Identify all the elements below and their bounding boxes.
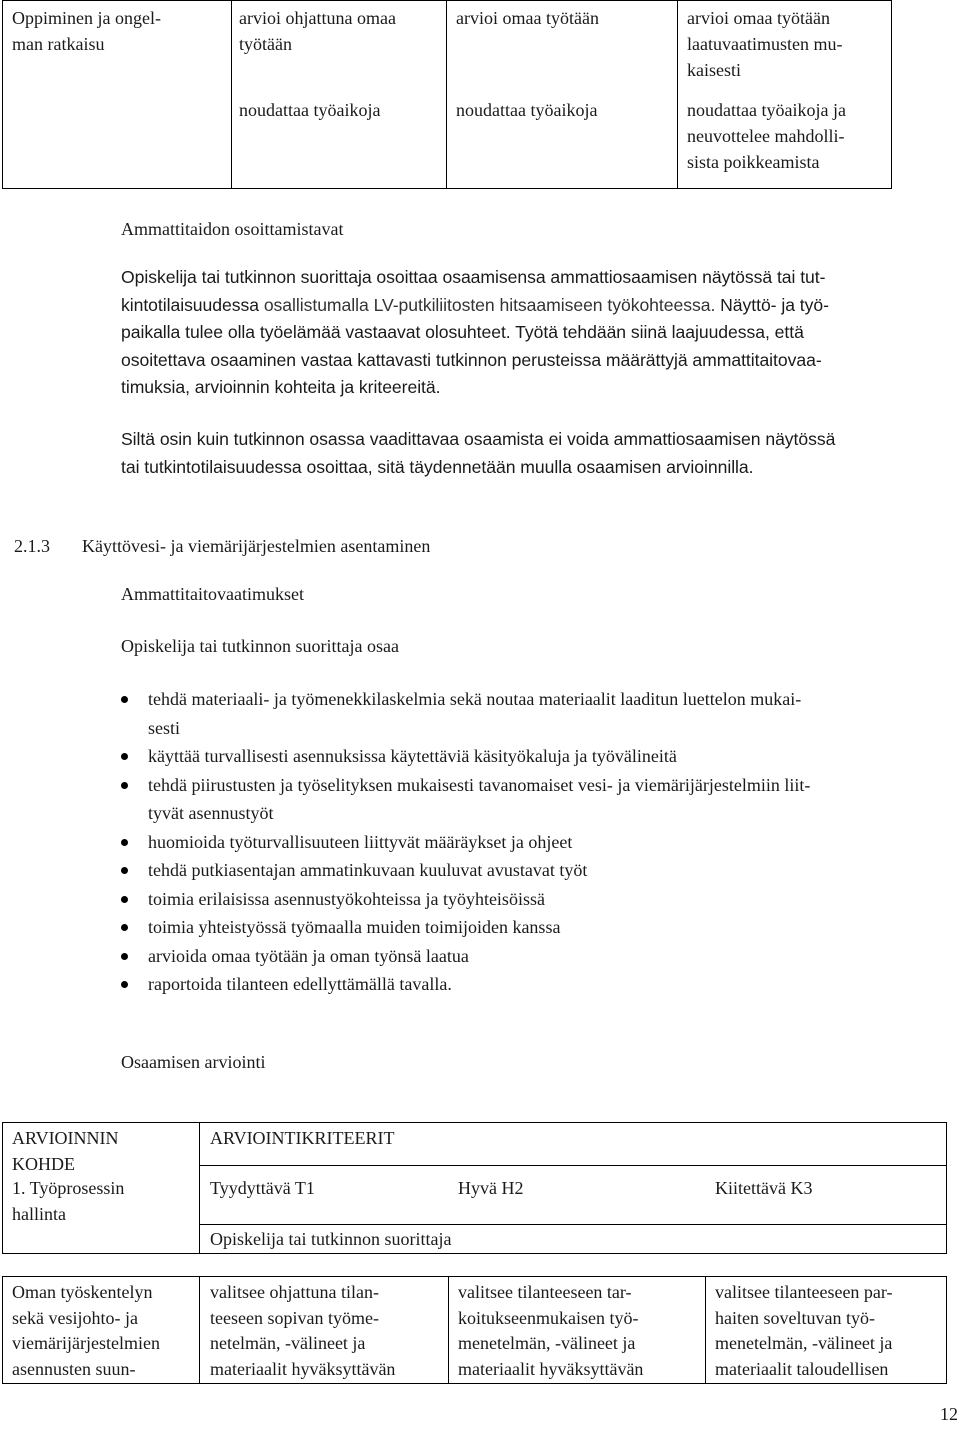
assessment-criteria-row [2, 1276, 947, 1384]
section-number: 2.1.3 [14, 536, 50, 556]
subheading-requirements: Ammattitaitovaatimukset [121, 584, 304, 604]
list-item: käyttää turvallisesti asennuksissa käytettäviä käsityökaluja ja työvälineitä [148, 742, 948, 771]
table-divider [199, 1277, 200, 1383]
supplementary-paragraph [121, 426, 956, 481]
cell-line: sista poikkeamista [687, 152, 820, 172]
table-cell-topic [12, 5, 161, 57]
cell-line: noudattaa työaikoja ja [687, 100, 846, 120]
table-cell [456, 97, 597, 123]
table-cell [239, 97, 380, 123]
cell-line: man ratkaisu [12, 34, 105, 54]
cell-line: neuvottelee mahdolli- [687, 126, 845, 146]
table-divider [231, 1, 232, 188]
requirements-intro: Opiskelija tai tutkinnon suorittaja osaa [121, 636, 399, 656]
cell-line: arvioi omaa työtään [456, 8, 599, 28]
assessment-heading: Osaamisen arviointi [121, 1052, 266, 1072]
cell-line: Oppiminen ja ongel- [12, 8, 161, 28]
list-item: raportoida tilanteen edellyttämällä tavalla. [148, 970, 948, 999]
table-divider [199, 1165, 946, 1166]
page-number: 12 [940, 1404, 958, 1424]
list-item: arvioida omaa työtään ja oman työnsä laatua [148, 942, 948, 971]
competence-table [2, 0, 892, 189]
table-divider [199, 1123, 200, 1253]
list-item: tehdä materiaali- ja työmenekkilaskelmia sekä noutaa materiaalit laaditun luettelon mukai- sesti [148, 685, 948, 742]
row-target: Oman työskentelyn sekä vesijohto- ja viemärijärjestelmien asennusten suun- [12, 1282, 160, 1379]
cell-line: arvioi ohjattuna omaa [239, 8, 396, 28]
table-divider [448, 1277, 449, 1383]
section-title: Käyttövesi- ja viemärijärjestelmien asentaminen [82, 536, 431, 556]
assessment-methods-paragraph [121, 264, 956, 402]
cell-line: kaisesti [687, 60, 741, 80]
table-divider [199, 1224, 946, 1225]
target-label: ARVIOINNIN KOHDE [12, 1128, 119, 1174]
grade-t1: Tyydyttävä T1 [210, 1178, 315, 1198]
paragraph-line: osoitettava osaaminen vastaa kattavasti tutkinnon perusteissa määrättyjä ammattitaitovaa- [121, 349, 822, 370]
section-heading: Ammattitaidon osoittamistavat [121, 219, 344, 239]
paragraph-line: tai tutkintotilaisuudessa osoittaa, sitä täydennetään muulla osaamisen arvioinnilla. [121, 456, 754, 477]
paragraph-line: paikalla tulee olla työelämää vastaavat olosuhteet. Työtä tehdään siinä laajuudessa, että [121, 322, 804, 342]
criteria-k3: valitsee tilanteeseen par- haiten soveltuvan työ- menetelmän, -välineet ja materiaalit taloudellisen [715, 1282, 893, 1379]
list-item: toimia erilaisissa asennustyökohteissa ja työyhteisöissä [148, 885, 948, 914]
cell-line: laatuvaatimusten mu- [687, 34, 843, 54]
table-divider [705, 1277, 706, 1383]
table-divider [677, 1, 678, 188]
table-cell [687, 97, 846, 175]
grade-k3: Kiitettävä K3 [715, 1178, 813, 1198]
criteria-label: ARVIOINTIKRITEERIT [210, 1128, 395, 1148]
list-item: tehdä piirustusten ja työselityksen mukaisesti tavanomaiset vesi- ja viemärijärjestelmiin liit- tyvät asennustyöt [148, 771, 948, 828]
paragraph-line: Siltä osin kuin tutkinnon osassa vaadittavaa osaamista ei voida ammattiosaamisen näytössä [121, 429, 836, 449]
table-cell [687, 5, 842, 83]
list-item: toimia yhteistyössä työmaalla muiden toimijoiden kanssa [148, 913, 948, 942]
criteria-h2: valitsee tilanteeseen tar- koitukseenmukaisen työ- menetelmän, -välineet ja materiaalit hyväksyttävän [458, 1282, 644, 1379]
list-item: huomioida työturvallisuuteen liittyvät määräykset ja ohjeet [148, 828, 948, 857]
assessment-target: 1. Työprosessin hallinta [12, 1178, 125, 1224]
cell-line: arvioi omaa työtään [687, 8, 830, 28]
cell-line: noudattaa työaikoja [456, 100, 598, 120]
paragraph-line: kintotilaisuudessa osallistumalla LV-putkiliitosten hitsaamiseen työkohteessa. Näyttö- ja työ- [121, 294, 829, 315]
table-cell [456, 5, 599, 31]
table-divider [446, 1, 447, 188]
cell-line: työtään [239, 34, 292, 54]
requirements-list [148, 685, 948, 999]
paragraph-line: Opiskelija tai tutkinnon suorittaja osoittaa osaamisensa ammattiosaamisen näytössä tai tut- [121, 267, 826, 287]
grade-h2: Hyvä H2 [458, 1178, 524, 1198]
table-cell [239, 5, 396, 57]
criteria-subject: Opiskelija tai tutkinnon suorittaja [210, 1229, 452, 1249]
assessment-criteria-header [2, 1122, 947, 1254]
cell-line: noudattaa työaikoja [239, 100, 381, 120]
paragraph-line: timuksia, arvioinnin kohteita ja kriteereitä. [121, 377, 441, 397]
criteria-t1: valitsee ohjattuna tilan- teeseen sopivan työme- netelmän, -välineet ja materiaalit hyväksyttävän [210, 1282, 396, 1379]
list-item: tehdä putkiasentajan ammatinkuvaan kuuluvat avustavat työt [148, 856, 948, 885]
